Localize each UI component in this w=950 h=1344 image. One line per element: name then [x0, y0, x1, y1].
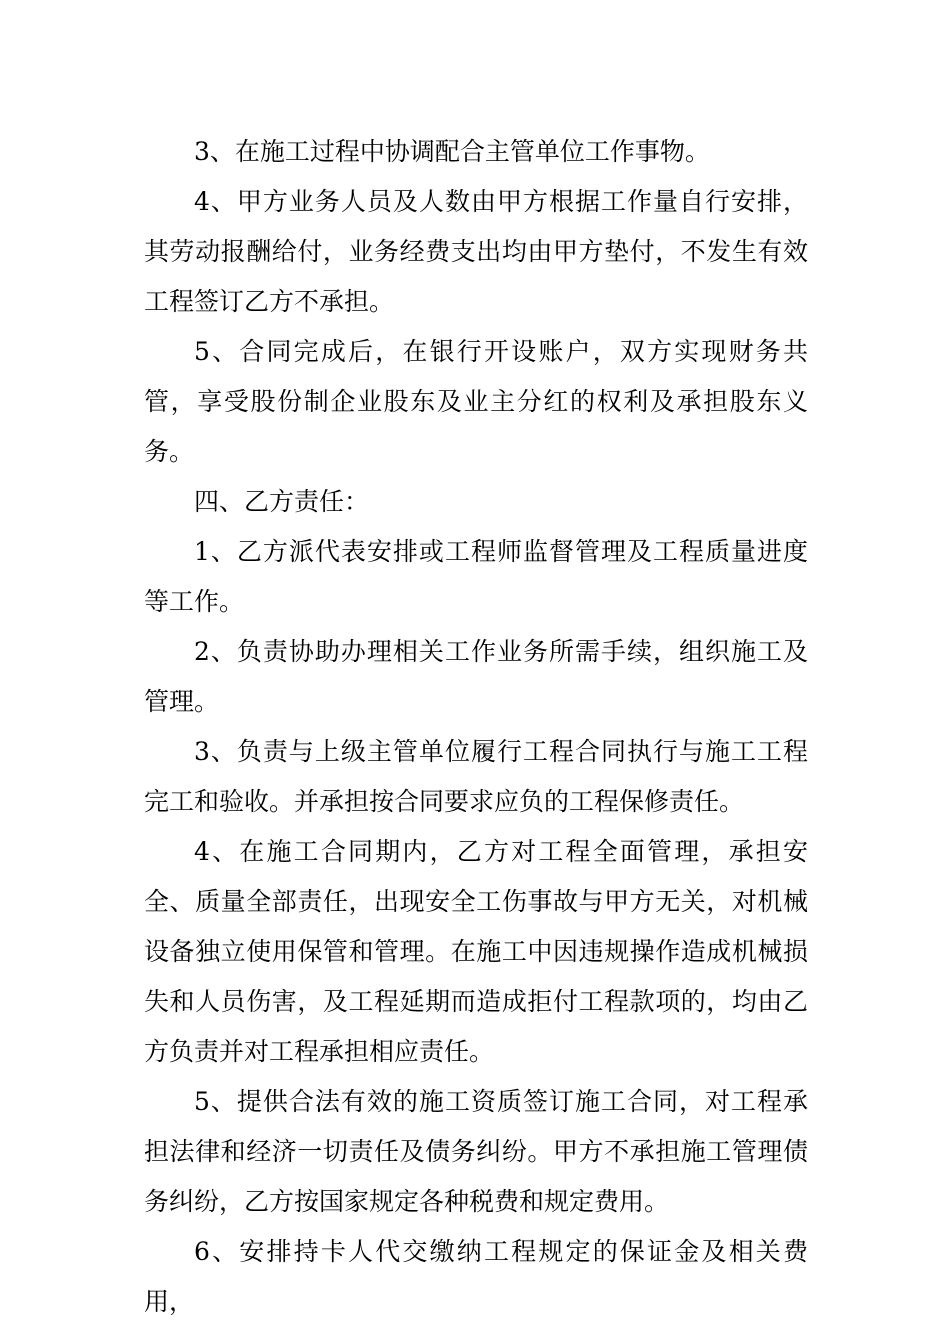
paragraph-party-b-item-1: 1、乙方派代表安排或工程师监督管理及工程质量进度等工作。 — [144, 537, 808, 616]
paragraph-party-b-item-6: 6、安排持卡人代交缴纳工程规定的保证金及相关费用， — [144, 1237, 808, 1316]
paragraph-party-b-item-2: 2、负责协助办理相关工作业务所需手续，组织施工及管理。 — [144, 637, 808, 716]
paragraph-party-a-item-3: 3、在施工过程中协调配合主管单位工作事物。 — [194, 137, 710, 166]
paragraph-party-a-item-4: 4、甲方业务人员及人数由甲方根据工作量自行安排，其劳动报酬给付，业务经费支出均由甲方垫付，不发生有效工程签订乙方不承担。 — [144, 187, 808, 316]
paragraph-party-b-item-5: 5、提供合法有效的施工资质签订施工合同，对工程承担法律和经济一切责任及债务纠纷。甲方不承担施工管理债务纠纷，乙方按国家规定各种税费和规定费用。 — [144, 1087, 808, 1216]
section-heading-party-b: 四、乙方责任： — [194, 487, 370, 516]
paragraph-party-b-item-3: 3、负责与上级主管单位履行工程合同执行与施工工程完工和验收。并承担按合同要求应负的工程保修责任。 — [144, 737, 808, 816]
document-body — [144, 127, 808, 1327]
paragraph-party-b-item-4: 4、在施工合同期内，乙方对工程全面管理，承担安全、质量全部责任，出现安全工伤事故与甲方无关，对机械设备独立使用保管和管理。在施工中因违规操作造成机械损失和人员伤害，及工程延期而造成拒付工程款项的，均由乙方负责并对工程承担相应责任。 — [144, 837, 808, 1066]
paragraph-party-a-item-5: 5、合同完成后，在银行开设账户，双方实现财务共管，享受股份制企业股东及业主分红的权利及承担股东义务。 — [144, 337, 808, 466]
